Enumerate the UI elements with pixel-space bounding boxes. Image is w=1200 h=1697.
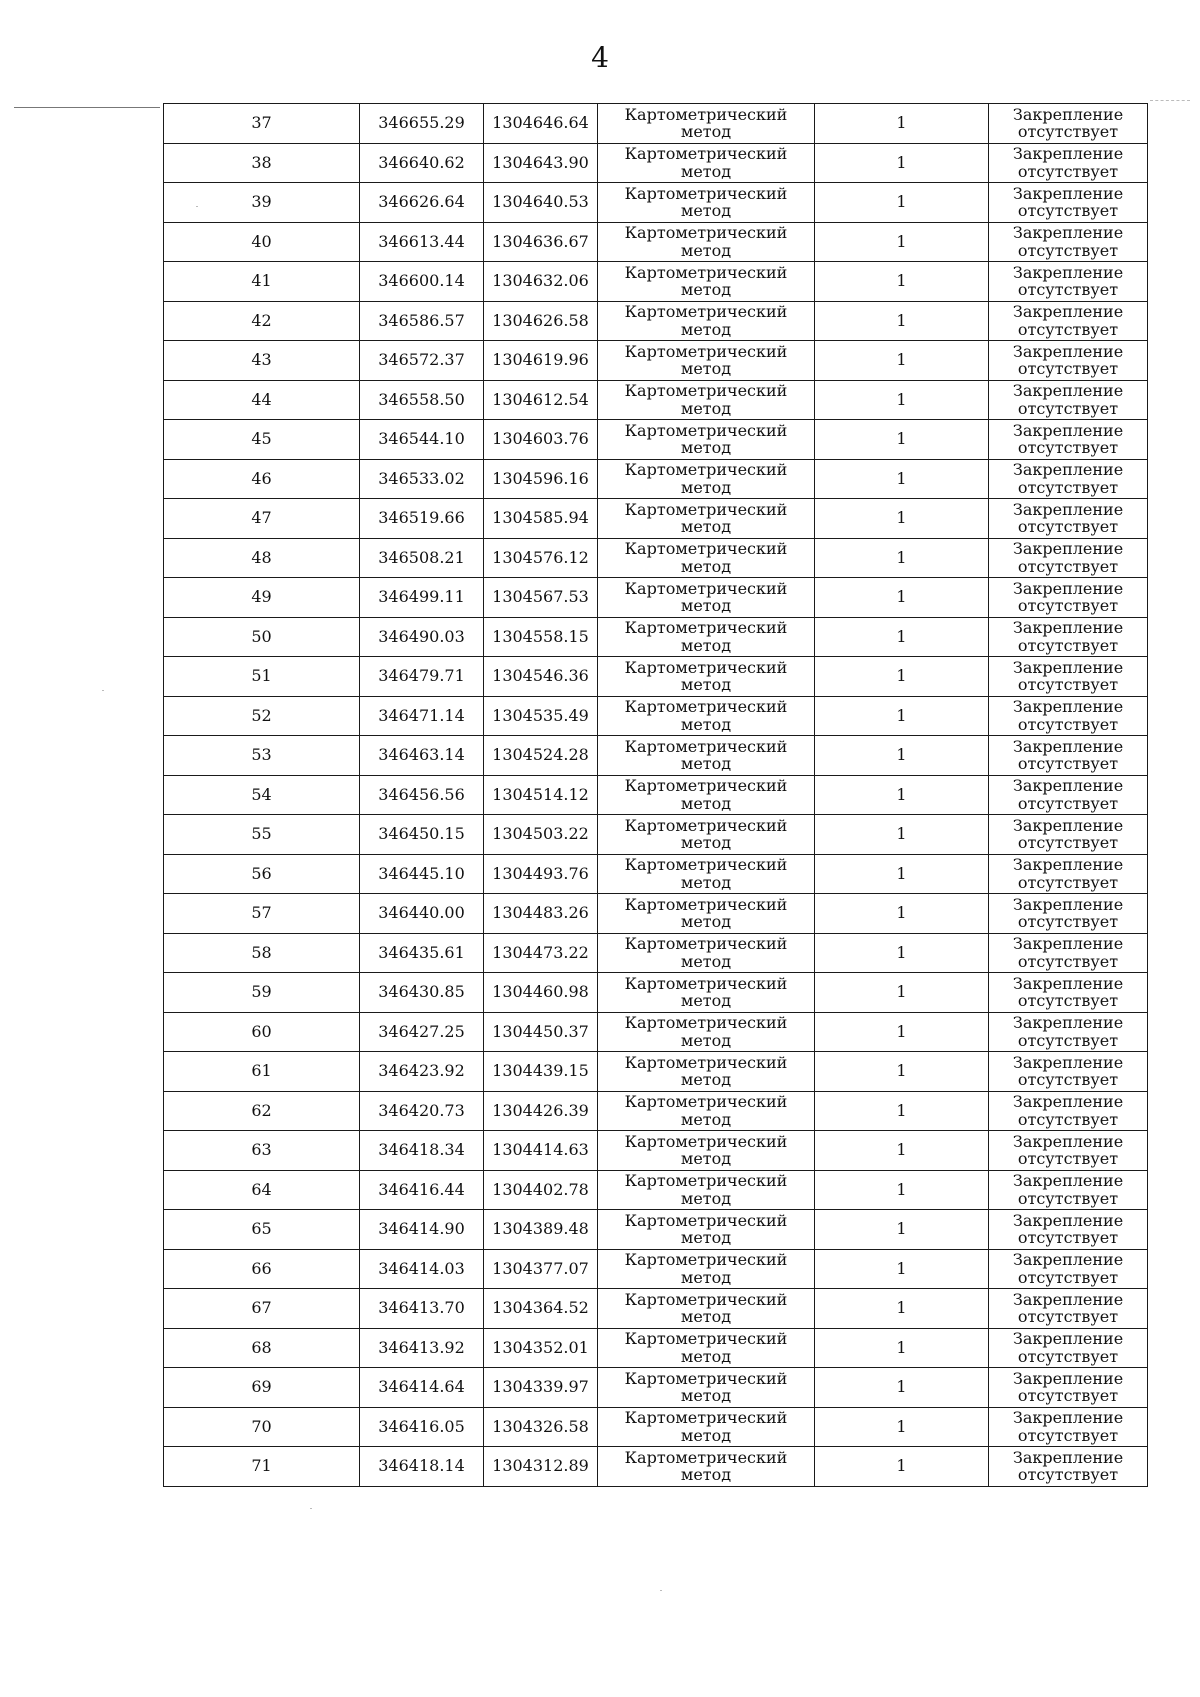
table-row [164, 1091, 1148, 1131]
fixing-cell: Закрепление отсутствует [989, 617, 1148, 657]
accuracy-cell: 1 [815, 183, 989, 223]
fixing-cell: Закрепление отсутствует [989, 262, 1148, 302]
accuracy-cell: 1 [815, 1407, 989, 1447]
x-coordinate-cell: 346558.50 [360, 380, 484, 420]
point-number-cell: 47 [164, 499, 360, 539]
point-number-cell: 65 [164, 1210, 360, 1250]
method-cell: Картометрический метод [598, 736, 815, 776]
fixing-cell: Закрепление отсутствует [989, 1210, 1148, 1250]
method-cell: Картометрический метод [598, 341, 815, 381]
fixing-cell: Закрепление отсутствует [989, 1447, 1148, 1487]
accuracy-cell: 1 [815, 420, 989, 460]
table-row [164, 775, 1148, 815]
y-coordinate-cell: 1304460.98 [484, 973, 598, 1013]
x-coordinate-cell: 346490.03 [360, 617, 484, 657]
point-number-cell: 48 [164, 538, 360, 578]
accuracy-cell: 1 [815, 657, 989, 697]
table-row [164, 657, 1148, 697]
accuracy-cell: 1 [815, 143, 989, 183]
method-cell: Картометрический метод [598, 301, 815, 341]
accuracy-cell: 1 [815, 933, 989, 973]
x-coordinate-cell: 346655.29 [360, 104, 484, 144]
accuracy-cell: 1 [815, 1131, 989, 1171]
table-row [164, 815, 1148, 855]
accuracy-cell: 1 [815, 854, 989, 894]
point-number-cell: 63 [164, 1131, 360, 1171]
coordinates-table [163, 103, 1148, 1487]
x-coordinate-cell: 346413.70 [360, 1289, 484, 1329]
table-row [164, 1328, 1148, 1368]
x-coordinate-cell: 346479.71 [360, 657, 484, 697]
y-coordinate-cell: 1304483.26 [484, 894, 598, 934]
y-coordinate-cell: 1304364.52 [484, 1289, 598, 1329]
y-coordinate-cell: 1304626.58 [484, 301, 598, 341]
accuracy-cell: 1 [815, 1447, 989, 1487]
fixing-cell: Закрепление отсутствует [989, 1289, 1148, 1329]
y-coordinate-cell: 1304603.76 [484, 420, 598, 460]
method-cell: Картометрический метод [598, 1447, 815, 1487]
table-row [164, 341, 1148, 381]
method-cell: Картометрический метод [598, 1052, 815, 1092]
table-row [164, 1012, 1148, 1052]
x-coordinate-cell: 346414.64 [360, 1368, 484, 1408]
fixing-cell: Закрепление отсутствует [989, 1407, 1148, 1447]
y-coordinate-cell: 1304312.89 [484, 1447, 598, 1487]
table-row [164, 499, 1148, 539]
table-row [164, 380, 1148, 420]
method-cell: Картометрический метод [598, 143, 815, 183]
table-row [164, 1407, 1148, 1447]
table-row [164, 1210, 1148, 1250]
point-number-cell: 37 [164, 104, 360, 144]
x-coordinate-cell: 346427.25 [360, 1012, 484, 1052]
table-row [164, 183, 1148, 223]
point-number-cell: 68 [164, 1328, 360, 1368]
point-number-cell: 66 [164, 1249, 360, 1289]
accuracy-cell: 1 [815, 578, 989, 618]
point-number-cell: 70 [164, 1407, 360, 1447]
point-number-cell: 69 [164, 1368, 360, 1408]
method-cell: Картометрический метод [598, 1249, 815, 1289]
method-cell: Картометрический метод [598, 1328, 815, 1368]
method-cell: Картометрический метод [598, 499, 815, 539]
y-coordinate-cell: 1304377.07 [484, 1249, 598, 1289]
y-coordinate-cell: 1304426.39 [484, 1091, 598, 1131]
accuracy-cell: 1 [815, 617, 989, 657]
method-cell: Картометрический метод [598, 1368, 815, 1408]
x-coordinate-cell: 346533.02 [360, 459, 484, 499]
point-number-cell: 53 [164, 736, 360, 776]
y-coordinate-cell: 1304439.15 [484, 1052, 598, 1092]
x-coordinate-cell: 346613.44 [360, 222, 484, 262]
fixing-cell: Закрепление отсутствует [989, 815, 1148, 855]
y-coordinate-cell: 1304402.78 [484, 1170, 598, 1210]
point-number-cell: 42 [164, 301, 360, 341]
fixing-cell: Закрепление отсутствует [989, 222, 1148, 262]
point-number-cell: 40 [164, 222, 360, 262]
fixing-cell: Закрепление отсутствует [989, 696, 1148, 736]
method-cell: Картометрический метод [598, 657, 815, 697]
fixing-cell: Закрепление отсутствует [989, 1328, 1148, 1368]
x-coordinate-cell: 346414.90 [360, 1210, 484, 1250]
x-coordinate-cell: 346572.37 [360, 341, 484, 381]
table-row [164, 736, 1148, 776]
point-number-cell: 41 [164, 262, 360, 302]
point-number-cell: 39 [164, 183, 360, 223]
point-number-cell: 38 [164, 143, 360, 183]
scan-speck [660, 1590, 662, 1591]
accuracy-cell: 1 [815, 538, 989, 578]
method-cell: Картометрический метод [598, 894, 815, 934]
y-coordinate-cell: 1304546.36 [484, 657, 598, 697]
fixing-cell: Закрепление отсутствует [989, 499, 1148, 539]
scan-speck [196, 206, 198, 207]
fixing-cell: Закрепление отсутствует [989, 341, 1148, 381]
point-number-cell: 49 [164, 578, 360, 618]
method-cell: Картометрический метод [598, 420, 815, 460]
table-row [164, 1170, 1148, 1210]
y-coordinate-cell: 1304339.97 [484, 1368, 598, 1408]
fixing-cell: Закрепление отсутствует [989, 854, 1148, 894]
point-number-cell: 45 [164, 420, 360, 460]
method-cell: Картометрический метод [598, 183, 815, 223]
fixing-cell: Закрепление отсутствует [989, 459, 1148, 499]
point-number-cell: 43 [164, 341, 360, 381]
x-coordinate-cell: 346420.73 [360, 1091, 484, 1131]
header-rule-right [1150, 100, 1190, 101]
x-coordinate-cell: 346471.14 [360, 696, 484, 736]
point-number-cell: 50 [164, 617, 360, 657]
fixing-cell: Закрепление отсутствует [989, 578, 1148, 618]
table-row [164, 143, 1148, 183]
method-cell: Картометрический метод [598, 815, 815, 855]
accuracy-cell: 1 [815, 459, 989, 499]
fixing-cell: Закрепление отсутствует [989, 894, 1148, 934]
table-row [164, 696, 1148, 736]
y-coordinate-cell: 1304326.58 [484, 1407, 598, 1447]
fixing-cell: Закрепление отсутствует [989, 380, 1148, 420]
fixing-cell: Закрепление отсутствует [989, 1249, 1148, 1289]
method-cell: Картометрический метод [598, 1210, 815, 1250]
x-coordinate-cell: 346508.21 [360, 538, 484, 578]
x-coordinate-cell: 346463.14 [360, 736, 484, 776]
table-row [164, 104, 1148, 144]
y-coordinate-cell: 1304567.53 [484, 578, 598, 618]
accuracy-cell: 1 [815, 1052, 989, 1092]
table-row [164, 617, 1148, 657]
table-row [164, 262, 1148, 302]
fixing-cell: Закрепление отсутствует [989, 538, 1148, 578]
scan-speck [102, 690, 104, 691]
fixing-cell: Закрепление отсутствует [989, 1131, 1148, 1171]
accuracy-cell: 1 [815, 262, 989, 302]
point-number-cell: 56 [164, 854, 360, 894]
x-coordinate-cell: 346626.64 [360, 183, 484, 223]
x-coordinate-cell: 346418.34 [360, 1131, 484, 1171]
point-number-cell: 52 [164, 696, 360, 736]
accuracy-cell: 1 [815, 775, 989, 815]
point-number-cell: 57 [164, 894, 360, 934]
x-coordinate-cell: 346430.85 [360, 973, 484, 1013]
fixing-cell: Закрепление отсутствует [989, 775, 1148, 815]
accuracy-cell: 1 [815, 696, 989, 736]
y-coordinate-cell: 1304503.22 [484, 815, 598, 855]
accuracy-cell: 1 [815, 1210, 989, 1250]
table-row [164, 301, 1148, 341]
x-coordinate-cell: 346418.14 [360, 1447, 484, 1487]
table-row [164, 1289, 1148, 1329]
table-row [164, 854, 1148, 894]
point-number-cell: 58 [164, 933, 360, 973]
method-cell: Картометрический метод [598, 262, 815, 302]
point-number-cell: 60 [164, 1012, 360, 1052]
fixing-cell: Закрепление отсутствует [989, 736, 1148, 776]
y-coordinate-cell: 1304558.15 [484, 617, 598, 657]
fixing-cell: Закрепление отсутствует [989, 1368, 1148, 1408]
point-number-cell: 55 [164, 815, 360, 855]
method-cell: Картометрический метод [598, 854, 815, 894]
y-coordinate-cell: 1304576.12 [484, 538, 598, 578]
method-cell: Картометрический метод [598, 459, 815, 499]
y-coordinate-cell: 1304352.01 [484, 1328, 598, 1368]
accuracy-cell: 1 [815, 894, 989, 934]
accuracy-cell: 1 [815, 973, 989, 1013]
accuracy-cell: 1 [815, 736, 989, 776]
table-row [164, 1447, 1148, 1487]
x-coordinate-cell: 346414.03 [360, 1249, 484, 1289]
x-coordinate-cell: 346499.11 [360, 578, 484, 618]
x-coordinate-cell: 346519.66 [360, 499, 484, 539]
method-cell: Картометрический метод [598, 617, 815, 657]
accuracy-cell: 1 [815, 1328, 989, 1368]
y-coordinate-cell: 1304619.96 [484, 341, 598, 381]
fixing-cell: Закрепление отсутствует [989, 301, 1148, 341]
point-number-cell: 62 [164, 1091, 360, 1131]
point-number-cell: 46 [164, 459, 360, 499]
table-row [164, 538, 1148, 578]
y-coordinate-cell: 1304514.12 [484, 775, 598, 815]
accuracy-cell: 1 [815, 380, 989, 420]
table-row [164, 1052, 1148, 1092]
point-number-cell: 59 [164, 973, 360, 1013]
method-cell: Картометрический метод [598, 380, 815, 420]
point-number-cell: 51 [164, 657, 360, 697]
accuracy-cell: 1 [815, 1091, 989, 1131]
x-coordinate-cell: 346456.56 [360, 775, 484, 815]
table-row [164, 222, 1148, 262]
method-cell: Картометрический метод [598, 1131, 815, 1171]
y-coordinate-cell: 1304640.53 [484, 183, 598, 223]
x-coordinate-cell: 346440.00 [360, 894, 484, 934]
fixing-cell: Закрепление отсутствует [989, 657, 1148, 697]
table-row [164, 1131, 1148, 1171]
accuracy-cell: 1 [815, 815, 989, 855]
fixing-cell: Закрепление отсутствует [989, 933, 1148, 973]
fixing-cell: Закрепление отсутствует [989, 1170, 1148, 1210]
accuracy-cell: 1 [815, 1012, 989, 1052]
accuracy-cell: 1 [815, 1249, 989, 1289]
method-cell: Картометрический метод [598, 1170, 815, 1210]
x-coordinate-cell: 346416.44 [360, 1170, 484, 1210]
accuracy-cell: 1 [815, 222, 989, 262]
table-row [164, 1368, 1148, 1408]
x-coordinate-cell: 346544.10 [360, 420, 484, 460]
method-cell: Картометрический метод [598, 933, 815, 973]
x-coordinate-cell: 346600.14 [360, 262, 484, 302]
y-coordinate-cell: 1304535.49 [484, 696, 598, 736]
point-number-cell: 54 [164, 775, 360, 815]
fixing-cell: Закрепление отсутствует [989, 183, 1148, 223]
y-coordinate-cell: 1304585.94 [484, 499, 598, 539]
table-row [164, 420, 1148, 460]
method-cell: Картометрический метод [598, 696, 815, 736]
accuracy-cell: 1 [815, 1289, 989, 1329]
x-coordinate-cell: 346445.10 [360, 854, 484, 894]
y-coordinate-cell: 1304612.54 [484, 380, 598, 420]
page-number: 4 [591, 41, 609, 74]
table-row [164, 578, 1148, 618]
fixing-cell: Закрепление отсутствует [989, 973, 1148, 1013]
scan-speck [310, 1508, 312, 1509]
y-coordinate-cell: 1304636.67 [484, 222, 598, 262]
method-cell: Картометрический метод [598, 775, 815, 815]
method-cell: Картометрический метод [598, 1091, 815, 1131]
point-number-cell: 67 [164, 1289, 360, 1329]
point-number-cell: 71 [164, 1447, 360, 1487]
method-cell: Картометрический метод [598, 1012, 815, 1052]
table-row [164, 894, 1148, 934]
accuracy-cell: 1 [815, 1368, 989, 1408]
method-cell: Картометрический метод [598, 104, 815, 144]
x-coordinate-cell: 346640.62 [360, 143, 484, 183]
table-row [164, 933, 1148, 973]
accuracy-cell: 1 [815, 1170, 989, 1210]
y-coordinate-cell: 1304414.63 [484, 1131, 598, 1171]
y-coordinate-cell: 1304524.28 [484, 736, 598, 776]
method-cell: Картометрический метод [598, 1289, 815, 1329]
method-cell: Картометрический метод [598, 973, 815, 1013]
method-cell: Картометрический метод [598, 222, 815, 262]
method-cell: Картометрический метод [598, 578, 815, 618]
table-row [164, 459, 1148, 499]
x-coordinate-cell: 346413.92 [360, 1328, 484, 1368]
header-rule [14, 107, 160, 108]
point-number-cell: 44 [164, 380, 360, 420]
fixing-cell: Закрепление отсутствует [989, 104, 1148, 144]
accuracy-cell: 1 [815, 104, 989, 144]
fixing-cell: Закрепление отсутствует [989, 1052, 1148, 1092]
y-coordinate-cell: 1304450.37 [484, 1012, 598, 1052]
accuracy-cell: 1 [815, 341, 989, 381]
table-row [164, 973, 1148, 1013]
table-body [164, 104, 1148, 1487]
x-coordinate-cell: 346586.57 [360, 301, 484, 341]
accuracy-cell: 1 [815, 301, 989, 341]
fixing-cell: Закрепление отсутствует [989, 1091, 1148, 1131]
x-coordinate-cell: 346435.61 [360, 933, 484, 973]
method-cell: Картометрический метод [598, 538, 815, 578]
x-coordinate-cell: 346450.15 [360, 815, 484, 855]
point-number-cell: 64 [164, 1170, 360, 1210]
method-cell: Картометрический метод [598, 1407, 815, 1447]
y-coordinate-cell: 1304646.64 [484, 104, 598, 144]
y-coordinate-cell: 1304596.16 [484, 459, 598, 499]
y-coordinate-cell: 1304389.48 [484, 1210, 598, 1250]
y-coordinate-cell: 1304473.22 [484, 933, 598, 973]
accuracy-cell: 1 [815, 499, 989, 539]
point-number-cell: 61 [164, 1052, 360, 1092]
fixing-cell: Закрепление отсутствует [989, 420, 1148, 460]
y-coordinate-cell: 1304632.06 [484, 262, 598, 302]
fixing-cell: Закрепление отсутствует [989, 1012, 1148, 1052]
x-coordinate-cell: 346416.05 [360, 1407, 484, 1447]
fixing-cell: Закрепление отсутствует [989, 143, 1148, 183]
table-row [164, 1249, 1148, 1289]
x-coordinate-cell: 346423.92 [360, 1052, 484, 1092]
y-coordinate-cell: 1304643.90 [484, 143, 598, 183]
y-coordinate-cell: 1304493.76 [484, 854, 598, 894]
